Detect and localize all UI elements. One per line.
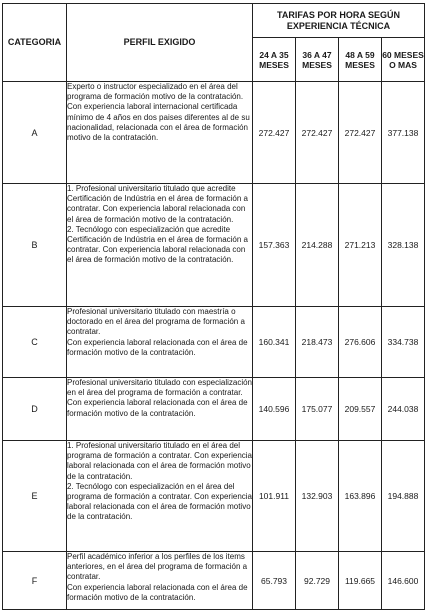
rate-cell: 157.363: [253, 184, 296, 307]
perfil-paragraph: Con experiencia laboral relacionada con el área de formación motivo de la contratación.: [67, 398, 250, 418]
header-col-24-35: 24 A 35 MESES: [253, 38, 296, 82]
rate-cell: 132.903: [296, 441, 339, 552]
row-category: A: [3, 82, 67, 184]
table-row: [3, 378, 425, 441]
table-row: [3, 82, 425, 184]
rate-cell: 328.138: [382, 184, 425, 307]
rate-cell: 244.038: [382, 378, 425, 441]
rate-cell: 334.738: [382, 307, 425, 378]
perfil-paragraph: 1. Profesional universitario titulado en el área del programa de formación a contratar. Con experiencia laboral relacionada con el área de formación motivo de la contratación.: [67, 441, 255, 481]
rate-cell: 271.213: [339, 184, 382, 307]
rate-cell: 209.557: [339, 378, 382, 441]
header-col-48-59: 48 A 59 MESES: [339, 38, 382, 82]
row-perfil: [67, 184, 253, 307]
perfil-paragraph: Perfil académico inferior a los perfiles de los items anteriores, en el área del programa de formación a contratar.: [67, 552, 250, 582]
row-category: C: [3, 307, 67, 378]
rate-cell: 272.427: [296, 82, 339, 184]
rate-cell: 218.473: [296, 307, 339, 378]
rate-cell: 377.138: [382, 82, 425, 184]
rate-cell: 276.606: [339, 307, 382, 378]
row-perfil: [67, 82, 253, 184]
rate-cell: 119.665: [339, 552, 382, 610]
row-category: D: [3, 378, 67, 441]
rate-cell: 175.077: [296, 378, 339, 441]
perfil-paragraph: Con experiencia laboral internacional certificada mínimo de 4 años en dos paises diferentes al de su nacionalidad, relacionada con el área de formación motivo de la contratación.: [67, 102, 253, 143]
header-col-36-47: 36 A 47 MESES: [296, 38, 339, 82]
row-perfil: [67, 552, 253, 610]
perfil-paragraph: Con experiencia laboral relacionada con el área de formación motivo de la contratación.: [67, 582, 250, 602]
row-perfil: [67, 307, 253, 378]
row-perfil: [67, 441, 253, 552]
header-tarifas: TARIFAS POR HORA SEGÚN EXPERIENCIA TÉCNICA: [253, 4, 425, 38]
header-col-60-mas: 60 MESES O MAS: [382, 38, 425, 82]
row-perfil: [67, 378, 253, 441]
rate-cell: 194.888: [382, 441, 425, 552]
rate-cell: 140.596: [253, 378, 296, 441]
rate-cell: 92.729: [296, 552, 339, 610]
rate-cell: 101.911: [253, 441, 296, 552]
row-category: E: [3, 441, 67, 552]
perfil-paragraph: Experto o instructor especializado en el área del programa de formación motivo de la contratación.: [67, 82, 244, 102]
rate-cell: 272.427: [339, 82, 382, 184]
header-categoria: CATEGORIA: [3, 4, 67, 82]
header-perfil: PERFIL EXIGIDO: [67, 4, 253, 82]
rate-cell: 146.600: [382, 552, 425, 610]
table-row: [3, 184, 425, 307]
rate-cell: 163.896: [339, 441, 382, 552]
table-row: [3, 307, 425, 378]
perfil-paragraph: Profesional universitario titulado con especialización en el área del programa de formación a contratar.: [67, 378, 255, 398]
perfil-paragraph: 2. Tecnólogo con especialización en el área del programa de formación a contratar. Con experiencia laboral relacionada con el área de formación motivo de la contratación.: [67, 481, 255, 522]
rate-cell: 160.341: [253, 307, 296, 378]
perfil-paragraph: 2. Tecnólogo con especialización que acredite Certificación de Indústria en el área de formación a contratar. Con experiencia laboral relacionada con el área de formación motivo de la contratación.: [67, 224, 251, 265]
rate-cell: 272.427: [253, 82, 296, 184]
tarifas-table: [2, 3, 425, 610]
perfil-paragraph: Profesional universitario titulado con maestría o doctorado en el área del programa de formación a contratar.: [67, 307, 248, 337]
rate-cell: 65.793: [253, 552, 296, 610]
perfil-paragraph: Con experiencia laboral relacionada con el área de formación motivo de la contratación.: [67, 337, 250, 357]
perfil-paragraph: 1. Profesional universitario titulado que acredite Certificación de Indústria en el área de formación a contratar. Con experiencia laboral relacionada con el área de formación motivo de la contratación.: [67, 184, 251, 224]
rate-cell: 214.288: [296, 184, 339, 307]
table-row: [3, 552, 425, 610]
table-row: [3, 441, 425, 552]
row-category: F: [3, 552, 67, 610]
row-category: B: [3, 184, 67, 307]
